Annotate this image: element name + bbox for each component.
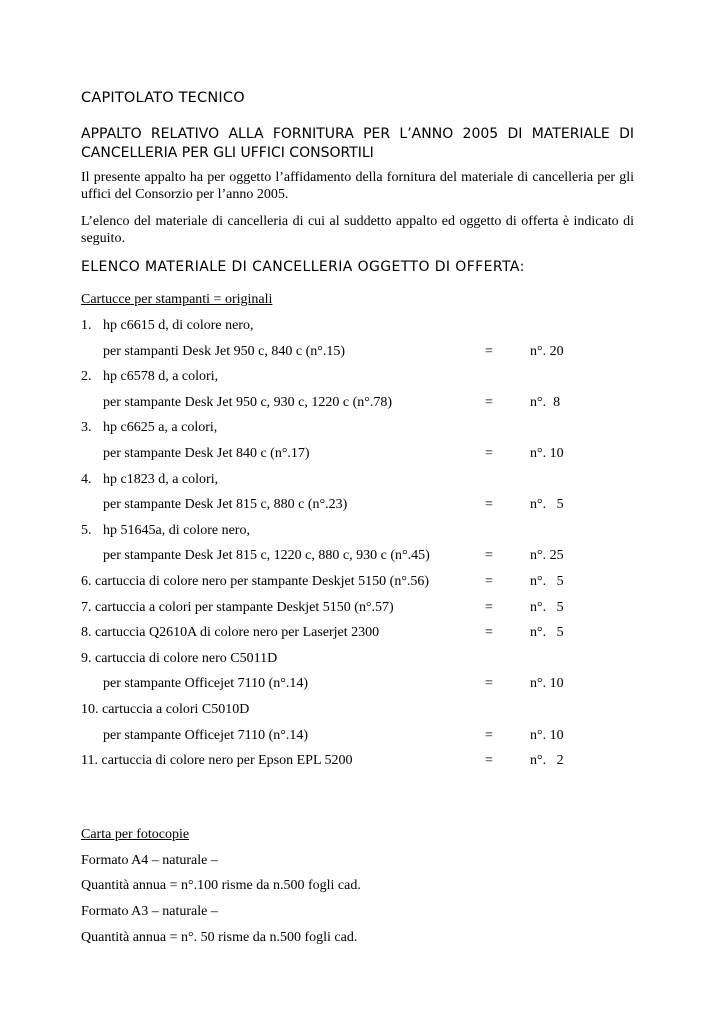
cartridge-line (0, 649, 724, 669)
equals-sign: = (485, 676, 493, 692)
cartridge-item-text: hp c6578 d, a colori, (103, 369, 219, 385)
cartridge-item-text: 11. cartuccia di colore nero per Epson EPL 5200 (81, 753, 353, 769)
quantity: n°. 10 (530, 727, 564, 743)
paper-format-a4: Formato A4 – naturale – (81, 853, 218, 868)
cartridge-line (0, 342, 724, 362)
list-intro-paragraph: L’elenco del materiale di cancelleria di cui al suddetto appalto ed oggetto di offerta è indicato di seguito. (81, 214, 634, 246)
quantity: n°. 10 (530, 446, 564, 461)
equals-sign: = (485, 574, 493, 589)
cartridge-line (0, 418, 724, 438)
item-number: 5. (81, 522, 92, 538)
quantity: n°. 5 (530, 574, 564, 589)
paper-heading: Carta per fotocopie (81, 827, 190, 842)
cartridge-item-text: hp c1823 d, a colori, (103, 471, 219, 487)
cartridge-item-text: per stampante Desk Jet 815 c, 1220 c, 880 c, 930 c (n°.45) (103, 548, 430, 564)
equals-sign: = (485, 727, 493, 743)
equals-sign: = (485, 548, 493, 564)
cartridge-line (0, 521, 724, 541)
cartridge-item-text: per stampante Officejet 7110 (n°.14) (103, 676, 309, 692)
cartridge-line (0, 316, 724, 336)
quantity: n°. 25 (530, 548, 564, 564)
cartridge-line (0, 598, 724, 618)
cartridge-line (0, 623, 724, 643)
cartridge-line (0, 470, 724, 490)
cartridge-item-text: 10. cartuccia a colori C5010D (81, 702, 250, 717)
quantity: n°. 10 (530, 676, 564, 692)
equals-sign: = (485, 753, 493, 769)
item-number: 3. (81, 420, 92, 436)
cartridge-item-text: hp 51645a, di colore nero, (103, 522, 250, 538)
cartridge-line (0, 751, 724, 771)
document-title: CAPITOLATO TECNICO (81, 90, 245, 106)
equals-sign: = (485, 625, 493, 641)
quantity: n°. 5 (530, 497, 564, 513)
cartridge-line (0, 700, 724, 720)
paper-quantity-a3: Quantità annua = n°. 50 risme da n.500 fogli cad. (81, 930, 358, 945)
cartridge-item-text: 6. cartuccia di colore nero per stampante Deskjet 5150 (n°.56) (81, 574, 430, 589)
cartridge-item-text: per stampante Desk Jet 840 c (n°.17) (103, 446, 310, 461)
cartridge-line (0, 572, 724, 592)
equals-sign: = (485, 446, 493, 461)
equals-sign: = (485, 394, 493, 410)
paper-format-a3: Formato A3 – naturale – (81, 904, 218, 919)
item-number: 1. (81, 318, 92, 333)
document-subtitle: APPALTO RELATIVO ALLA FORNITURA PER L’ANNO 2005 DI MATERIALE DI CANCELLERIA PER GLI UFFICI CONSORTILI (81, 126, 634, 161)
quantity: n°. 8 (530, 394, 561, 410)
cartridge-line (0, 495, 724, 515)
item-number: 4. (81, 471, 92, 487)
quantity: n°. 5 (530, 599, 564, 615)
cartridge-item-text: per stampante Desk Jet 950 c, 930 c, 1220 c (n°.78) (103, 394, 393, 410)
cartridge-item-text: hp c6615 d, di colore nero, (103, 318, 254, 333)
equals-sign: = (485, 343, 493, 359)
intro-paragraph: Il presente appalto ha per oggetto l’affidamento della fornitura del materiale di cancelleria per gli uffici del Consorzio per l’anno 2005. (81, 170, 634, 202)
cartridge-line (0, 674, 724, 694)
quantity: n°. 20 (530, 343, 564, 359)
paper-quantity-a4: Quantità annua = n°.100 risme da n.500 fogli cad. (81, 878, 361, 893)
cartridges-heading: Cartucce per stampanti = originali (81, 292, 273, 307)
quantity: n°. 2 (530, 753, 564, 769)
cartridge-line (0, 726, 724, 746)
cartridge-item-text: per stampante Desk Jet 815 c, 880 c (n°.23) (103, 497, 348, 513)
cartridge-item-text: per stampante Officejet 7110 (n°.14) (103, 727, 309, 743)
cartridge-item-text: 8. cartuccia Q2610A di colore nero per Laserjet 2300 (81, 625, 380, 641)
cartridge-item-text: hp c6625 a, a colori, (103, 420, 218, 436)
quantity: n°. 5 (530, 625, 564, 641)
cartridge-line (0, 444, 724, 464)
equals-sign: = (485, 599, 493, 615)
cartridge-line (0, 367, 724, 387)
list-heading: ELENCO MATERIALE DI CANCELLERIA OGGETTO DI OFFERTA: (81, 259, 525, 275)
cartridge-line (0, 393, 724, 413)
equals-sign: = (485, 497, 493, 513)
cartridge-item-text: 9. cartuccia di colore nero C5011D (81, 650, 278, 666)
item-number: 2. (81, 369, 92, 385)
cartridge-item-text: per stampanti Desk Jet 950 c, 840 c (n°.15) (103, 343, 345, 359)
cartridge-item-text: 7. cartuccia a colori per stampante Deskjet 5150 (n°.57) (81, 599, 394, 615)
cartridge-line (0, 546, 724, 566)
